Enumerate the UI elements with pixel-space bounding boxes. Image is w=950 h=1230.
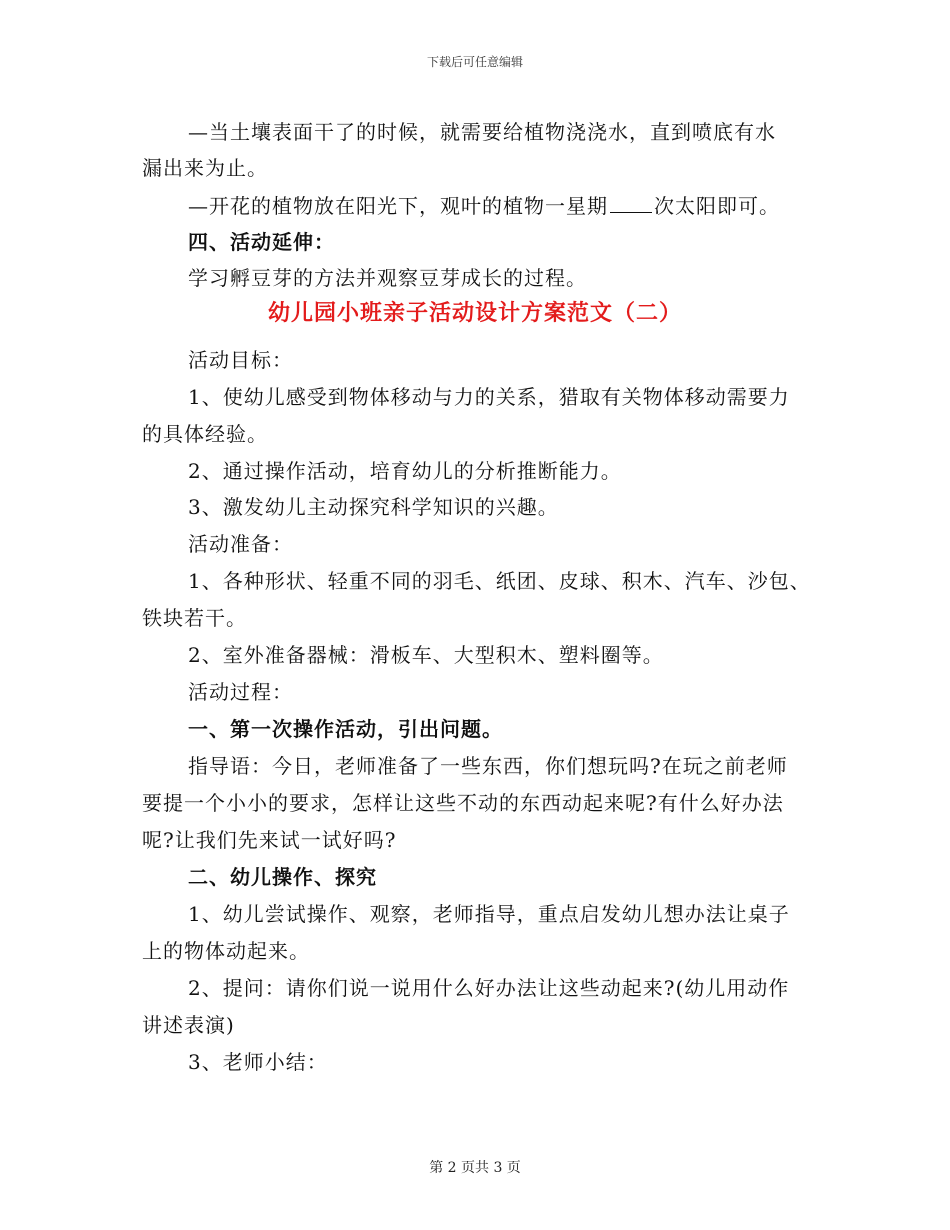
step-1-text-cont: 要提一个小小的要求，怎样让这些不动的东西动起来呢?有什么好办法 [142, 791, 784, 815]
step-2-item-1: 1、幼儿尝试操作、观察，老师指导，重点启发幼儿想办法让桌子 [188, 902, 790, 926]
prep-item-1-cont: 铁块若干。 [142, 606, 247, 630]
goal-item-3: 3、激发幼儿主动探究科学知识的兴趣。 [188, 495, 559, 519]
paragraph-watering-cont: 漏出来为止。 [142, 156, 268, 180]
heading-activity-extension: 四、活动延伸： [188, 230, 335, 254]
page-footer: 第 2 页共 3 页 [429, 1160, 521, 1176]
label-activity-goals: 活动目标： [188, 348, 293, 372]
step-2-item-1-cont: 上的物体动起来。 [142, 939, 310, 963]
page-header: 下载后可任意编辑 [426, 55, 523, 69]
step-1-text: 指导语：今日，老师准备了一些东西，你们想玩吗?在玩之前老师 [188, 754, 788, 778]
fill-blank [610, 194, 652, 213]
paragraph-extension: 学习孵豆芽的方法并观察豆芽成长的过程。 [188, 266, 587, 290]
step-2-heading: 二、幼儿操作、探究 [188, 865, 377, 889]
goal-item-1: 1、使幼儿感受到物体移动与力的关系，猎取有关物体移动需要力 [188, 385, 790, 409]
step-1-text-cont2: 呢?让我们先来试一试好吗? [142, 828, 397, 852]
paragraph-watering: —当土壤表面干了的时候，就需要给植物浇浇水，直到喷底有水 [188, 120, 776, 144]
section-title: 幼儿园小班亲子活动设计方案范文（二） [267, 300, 682, 326]
sunlight-text-before: —开花的植物放在阳光下，观叶的植物一星期 [188, 194, 608, 218]
prep-item-2: 2、室外准备器械：滑板车、大型积木、塑料圈等。 [188, 643, 664, 667]
label-activity-prep: 活动准备： [188, 532, 293, 556]
step-2-item-2-cont: 讲述表演) [142, 1013, 235, 1037]
step-2-item-2: 2、提问：请你们说一说用什么好办法让这些动起来?(幼儿用动作 [188, 976, 790, 1000]
label-activity-process: 活动过程： [188, 680, 293, 704]
paragraph-sunlight [188, 190, 780, 219]
step-1-heading: 一、第一次操作活动，引出问题。 [188, 717, 503, 741]
step-2-item-3: 3、老师小结： [188, 1050, 328, 1074]
goal-item-2: 2、通过操作活动，培育幼儿的分析推断能力。 [188, 459, 622, 483]
goal-item-1-cont: 的具体经验。 [142, 422, 268, 446]
prep-item-1: 1、各种形状、轻重不同的羽毛、纸团、皮球、积木、汽车、沙包、 [188, 569, 811, 593]
sunlight-text-after: 次太阳即可。 [654, 194, 780, 218]
